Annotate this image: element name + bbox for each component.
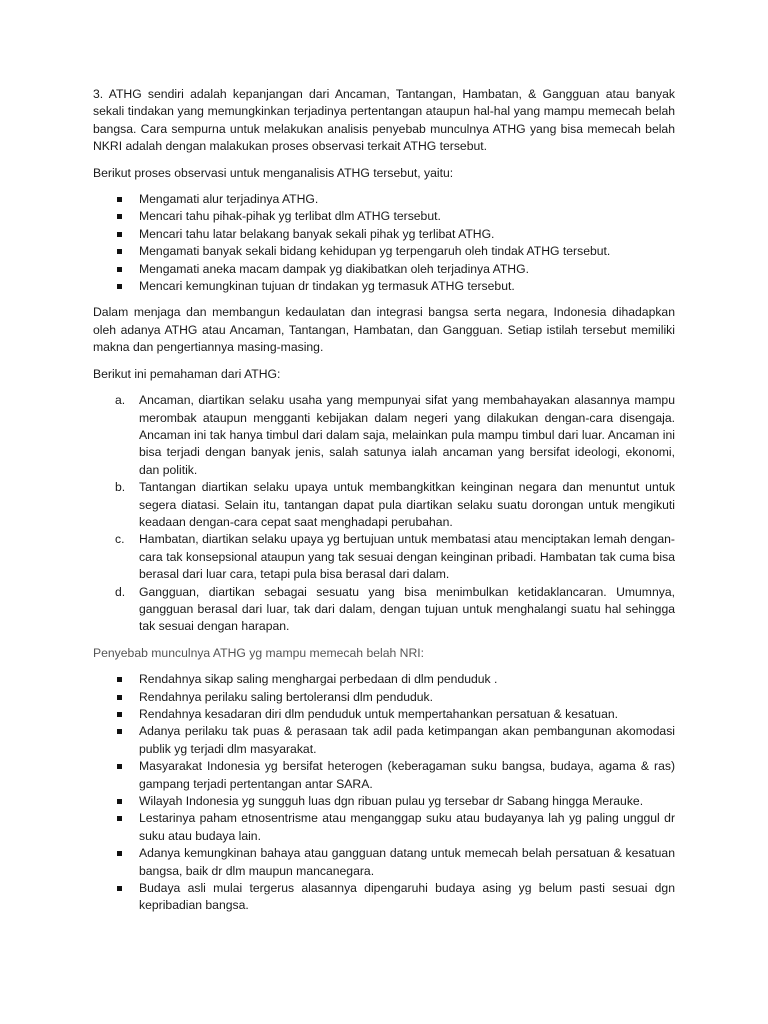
bullet-icon bbox=[117, 712, 122, 717]
definition-item: a. Ancaman, diartikan selaku usaha yang mempunyai sifat yang membahayakan alasannya mampu merombak ataupun mengganti kebijakan dalam negeri yang dilakukan dengan-cara disengaja. Ancaman ini tak hanya timbul dari dalam saja, melainkan pula mampu timbul dari luar. Ancaman ini bisa terjadi dengan banyak jenis, salah satunya ialah ancaman yang bersifat ideologi, ekonomi, dan politik. bbox=[115, 393, 675, 477]
bullet-icon bbox=[117, 232, 122, 237]
bullet-icon bbox=[117, 677, 122, 682]
list-item: Rendahnya kesadaran diri dlm penduduk untuk mempertahankan persatuan & kesatuan. bbox=[93, 706, 675, 723]
definition-item: c. Hambatan, diartikan selaku upaya yg bertujuan untuk membatasi atau menciptakan lemah dengan-cara tak konsepsional ataupun yang tak sesuai dengan keinginan pribadi. Hambatan tak cuma bisa berasal dari luar cara, tetapi pula bisa berasal dari dalam. bbox=[115, 532, 675, 582]
bullet-icon bbox=[117, 695, 122, 700]
definition-item: d. Gangguan, diartikan sebagai sesuatu yang bisa menimbulkan ketidaklancaran. Umumnya, gangguan berasal dari luar, tak dari dalam, dengan tujuan untuk menghalangi suatu hal sehingga tak sesuai dengan harapan. bbox=[115, 584, 675, 634]
list-item: Rendahnya perilaku saling bertoleransi dlm penduduk. bbox=[93, 689, 675, 706]
list-item: Mengamati alur terjadinya ATHG. bbox=[93, 191, 675, 208]
list-item: Mengamati aneka macam dampak yg diakibatkan oleh terjadinya ATHG. bbox=[93, 261, 675, 278]
list-item: Mencari tahu latar belakang banyak sekali pihak yg terlibat ATHG. bbox=[93, 226, 675, 243]
definitions-list bbox=[93, 392, 675, 636]
causes-list bbox=[93, 671, 675, 915]
bullet-icon bbox=[117, 214, 122, 219]
observation-steps-list bbox=[93, 191, 675, 295]
list-marker: c. bbox=[115, 532, 125, 547]
list-item: Adanya perilaku tak puas & perasaan tak adil pada ketimpangan akan pembangunan akomodasi publik yg terjadi dlm masyarakat. bbox=[93, 723, 675, 758]
list-item: Budaya asli mulai tergerus alasannya dipengaruhi budaya asing yg belum pasti sesuai dgn kepribadian bangsa. bbox=[93, 880, 675, 915]
definitions-lead: Berikut ini pemahaman dari ATHG: bbox=[93, 366, 281, 381]
context-paragraph: Dalam menjaga dan membangun kedaulatan dan integrasi bangsa serta negara, Indonesia dihadapkan oleh adanya ATHG atau Ancaman, Tantangan, Hambatan, dan Gangguan. Setiap istilah tersebut memiliki makna dan pengertiannya masing-masing. bbox=[93, 305, 675, 355]
list-item: Mencari tahu pihak-pihak yg terlibat dlm ATHG tersebut. bbox=[93, 208, 675, 225]
document-page bbox=[93, 86, 675, 924]
bullet-icon bbox=[117, 729, 122, 734]
bullet-icon bbox=[117, 764, 122, 769]
bullet-icon bbox=[117, 816, 122, 821]
bullet-icon bbox=[117, 197, 122, 202]
intro-paragraph: 3. ATHG sendiri adalah kepanjangan dari Ancaman, Tantangan, Hambatan, & Gangguan atau banyak sekali tindakan yang memungkinkan terjadinya pertentangan ataupun hal-hal yang mampu memecah belah bangsa. Cara sempurna untuk melakukan analisis penyebab munculnya ATHG yang bisa memecah belah NKRI adalah dengan malakukan proses observasi terkait ATHG tersebut. bbox=[93, 87, 675, 154]
list-marker: a. bbox=[115, 393, 126, 408]
bullet-icon bbox=[117, 799, 122, 804]
bullet-icon bbox=[117, 284, 122, 289]
list-item: Mengamati banyak sekali bidang kehidupan yg terpengaruh oleh tindak ATHG tersebut. bbox=[93, 243, 675, 260]
list-marker: d. bbox=[115, 584, 126, 599]
list-item: Rendahnya sikap saling menghargai perbedaan di dlm penduduk . bbox=[93, 671, 675, 688]
list-item: Adanya kemungkinan bahaya atau gangguan datang untuk memecah belah persatuan & kesatuan bangsa, baik dr dlm maupun mancanegara. bbox=[93, 845, 675, 880]
observation-lead: Berikut proses observasi untuk menganalisis ATHG tersebut, yaitu: bbox=[93, 165, 454, 180]
list-item: Mencari kemungkinan tujuan dr tindakan yg termasuk ATHG tersebut. bbox=[93, 278, 675, 295]
causes-heading: Penyebab munculnya ATHG yg mampu memecah belah NRI: bbox=[93, 645, 425, 660]
list-marker: b. bbox=[115, 480, 126, 495]
bullet-icon bbox=[117, 249, 122, 254]
list-item: Wilayah Indonesia yg sungguh luas dgn ribuan pulau yg tersebar dr Sabang hingga Merauke. bbox=[93, 793, 675, 810]
list-item: Lestarinya paham etnosentrisme atau menganggap suku atau budayanya lah yg paling unggul dr suku atau budaya lain. bbox=[93, 810, 675, 845]
bullet-icon bbox=[117, 886, 122, 891]
list-item: Masyarakat Indonesia yg bersifat heterogen (keberagaman suku bangsa, budaya, agama & ras) gampang terjadi pertentangan antar SARA. bbox=[93, 758, 675, 793]
bullet-icon bbox=[117, 851, 122, 856]
definition-item: b. Tantangan diartikan selaku upaya untuk membangkitkan keinginan negara dan menuntut untuk segera diatasi. Selain itu, tantangan dapat pula diartikan selaku suatu dorongan untuk mengikuti keadaan dengan-cara cepat saat menghadapi perubahan. bbox=[115, 480, 675, 529]
bullet-icon bbox=[117, 267, 122, 272]
